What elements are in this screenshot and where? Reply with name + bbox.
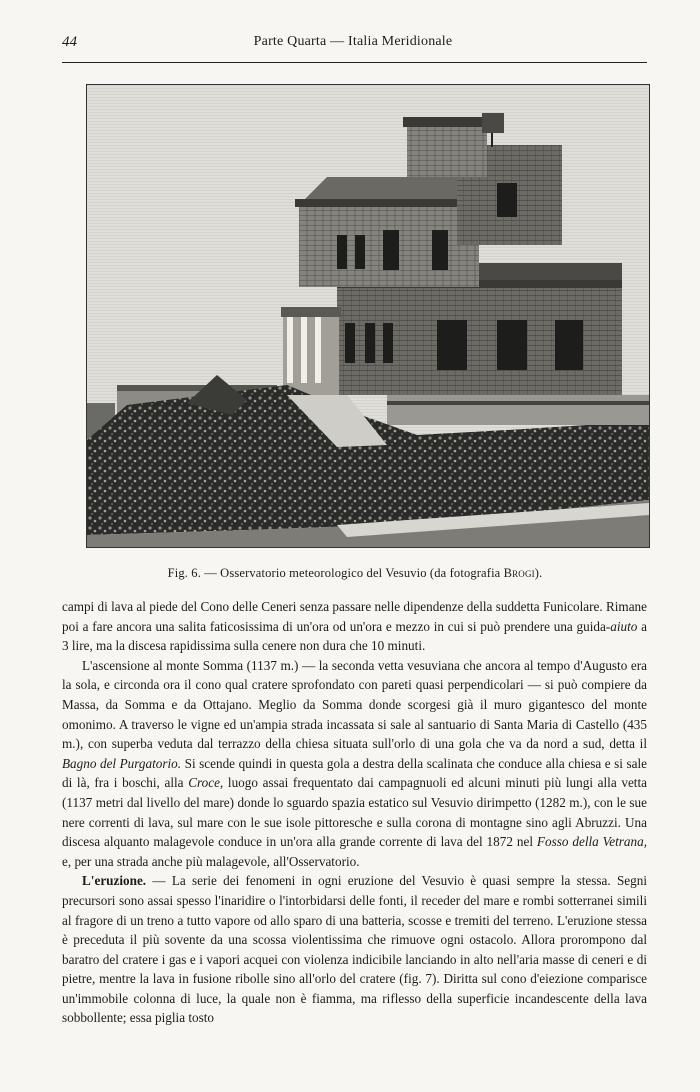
paragraph-1: campi di lava al piede del Cono delle Ceneri senza passare nelle dipendenze della suddetta Funicolare. Rimane poi a fare ancora una salita faticosissima di un'ora od un'ora e mezzo in cui si può prendere una guida-aiuto a 3 lire, ma la discesa rapidissima sulla cenere non dura che 10 minuti.	[62, 599, 647, 654]
figure-caption	[60, 566, 650, 581]
paragraph-3: L'eruzione. — La serie dei fenomeni in ogni eruzione del Vesuvio è quasi sempre la stessa. Segni precursori sono assai spesso l'inaridire o l'intorbidarsi delle fonti, il receder del mare e rombi sotterranei simili al fragore di un treno a tutto vapore od allo sparo di una batteria, scosse e tremiti del terreno. L'eruzione stessa è preceduta il più sovente da una scossa violentissima che rimuove ogni ostacolo. Allora prorompono dal baratro del cratere i gas e i vapori acquei con violenza indicibile lanciando in alto nell'aria masse di ceneri e di pietre, mentre la lava in fusione ribolle sino all'orlo del cratere (fig. 7). Diritta sul cono d'eiezione comparisce un'immobile colonna di luce, la quale non è fiamma, ma riflesso della superficie incandescente della lava sobbollente; essa piglia tosto	[62, 873, 647, 1026]
caption-prefix: Fig. 6. — Osservatorio meteorologico del Vesuvio (da fotografia	[167, 566, 504, 580]
body-text	[62, 597, 647, 1028]
caption-photographer: Brogi	[503, 566, 535, 580]
paragraph-2: L'ascensione al monte Somma (1137 m.) — la seconda vetta vesuviana che ancora al tempo d'Augusto era la sola, e circonda ora il cono qual cratere sprofondato con pareti quasi perpendicolari — si può compiere da Massa, da Somma e da Ottajano. Meglio da Somma donde scorgesi già il muro gigantesco del monte omonimo. A traverso le vigne ed un'ampia strada incassata si sale al santuario di Santa Maria di Castello (435 m.), con superba veduta dal terrazzo della chiesa situata sull'orlo di una gola che va da nord a sud, detta il Bagno del Purgatorio. Si scende quindi in questa gola a destra della scalinata che conduce alla chiesa e si sale di là, fra i boschi, alla Croce, luogo assai frequentato dai campagnuoli ed alcuni minuti più lungi alla vetta (1137 metri dal livello del mare) donde lo sguardo spazia estatico sul Vesuvio dirimpetto (1282 m.), con le sue nere correnti di lava, sul mare con le sue isole pittoresche e sulla corona di montagne sino agli Abruzzi. Una discesa alquanto malagevole conduce in un'ora alla grande corrente di lava del 1872 nel Fosso della Vetrana, e, per una strada anche più malagevole, all'Osservatorio.	[62, 657, 648, 869]
header-rule	[62, 62, 647, 63]
observatory-engraving	[86, 84, 650, 548]
page-number: 44	[62, 34, 77, 50]
running-title: Parte Quarta — Italia Meridionale	[253, 34, 453, 49]
caption-suffix: ).	[534, 566, 543, 580]
section-heading-eruzione: L'eruzione.	[82, 873, 147, 889]
page-header	[62, 34, 644, 56]
